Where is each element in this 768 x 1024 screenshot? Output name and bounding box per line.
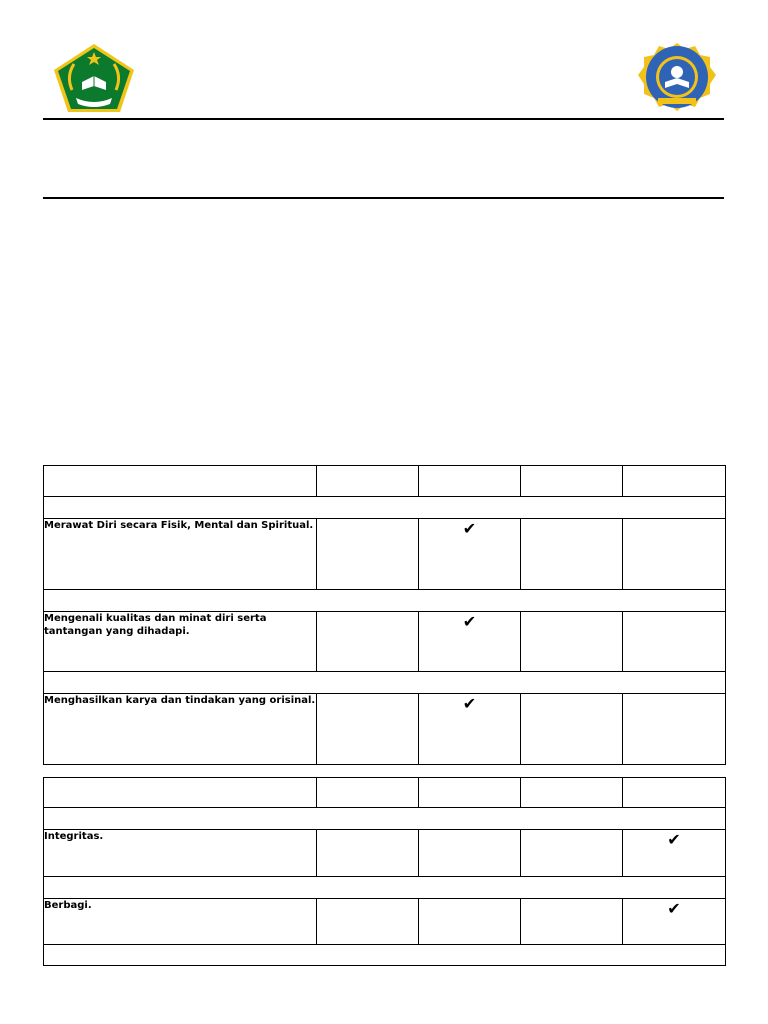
kemenag-logo xyxy=(52,42,136,114)
table-row xyxy=(44,899,726,945)
checkmark-icon: ✔ xyxy=(462,519,477,538)
header-cell xyxy=(419,466,521,497)
section-row xyxy=(44,497,726,519)
check-cell xyxy=(623,830,726,877)
header-cell xyxy=(44,778,317,808)
school-seal-icon xyxy=(638,42,716,114)
table-header-row xyxy=(44,466,726,497)
row-label: Merawat Diri secara Fisik, Mental dan Spiritual. xyxy=(44,519,317,590)
check-cell xyxy=(317,694,419,765)
check-cell xyxy=(623,899,726,945)
row-label: Menghasilkan karya dan tindakan yang orisinal. xyxy=(44,694,317,765)
check-cell xyxy=(521,694,623,765)
check-cell xyxy=(419,519,521,590)
check-cell xyxy=(521,612,623,672)
section-row xyxy=(44,672,726,694)
check-cell xyxy=(317,612,419,672)
row-label: Integritas. xyxy=(44,830,317,877)
section-row xyxy=(44,590,726,612)
check-cell xyxy=(317,519,419,590)
header-cell xyxy=(419,778,521,808)
header-bottom-rule xyxy=(43,197,724,199)
table-row xyxy=(44,830,726,877)
header-cell xyxy=(317,778,419,808)
section-row xyxy=(44,945,726,966)
section-row xyxy=(44,808,726,830)
check-cell xyxy=(521,519,623,590)
header-cell xyxy=(521,466,623,497)
check-cell xyxy=(317,899,419,945)
section-row xyxy=(44,877,726,899)
check-cell xyxy=(623,612,726,672)
table-row xyxy=(44,519,726,590)
header-top-rule xyxy=(43,118,724,120)
check-cell xyxy=(623,519,726,590)
kemenag-emblem-icon xyxy=(52,42,136,114)
header-cell xyxy=(44,466,317,497)
checkmark-icon: ✔ xyxy=(462,694,477,713)
row-label: Berbagi. xyxy=(44,899,317,945)
table-row xyxy=(44,694,726,765)
check-cell xyxy=(623,694,726,765)
header-cell xyxy=(623,778,726,808)
header-cell xyxy=(521,778,623,808)
assessment-table-1 xyxy=(43,465,726,765)
check-cell xyxy=(419,612,521,672)
check-cell xyxy=(419,899,521,945)
checkmark-icon: ✔ xyxy=(667,830,681,849)
assessment-table-2 xyxy=(43,777,726,966)
table-row xyxy=(44,612,726,672)
check-cell xyxy=(317,830,419,877)
header-cell xyxy=(623,466,726,497)
check-cell xyxy=(419,830,521,877)
row-label: Mengenali kualitas dan minat diri serta tantangan yang dihadapi. xyxy=(44,612,317,672)
checkmark-icon: ✔ xyxy=(462,612,477,631)
check-cell xyxy=(419,694,521,765)
school-logo xyxy=(638,42,716,114)
check-cell xyxy=(521,899,623,945)
check-cell xyxy=(521,830,623,877)
checkmark-icon: ✔ xyxy=(667,899,681,918)
header-cell xyxy=(317,466,419,497)
table-header-row xyxy=(44,778,726,808)
